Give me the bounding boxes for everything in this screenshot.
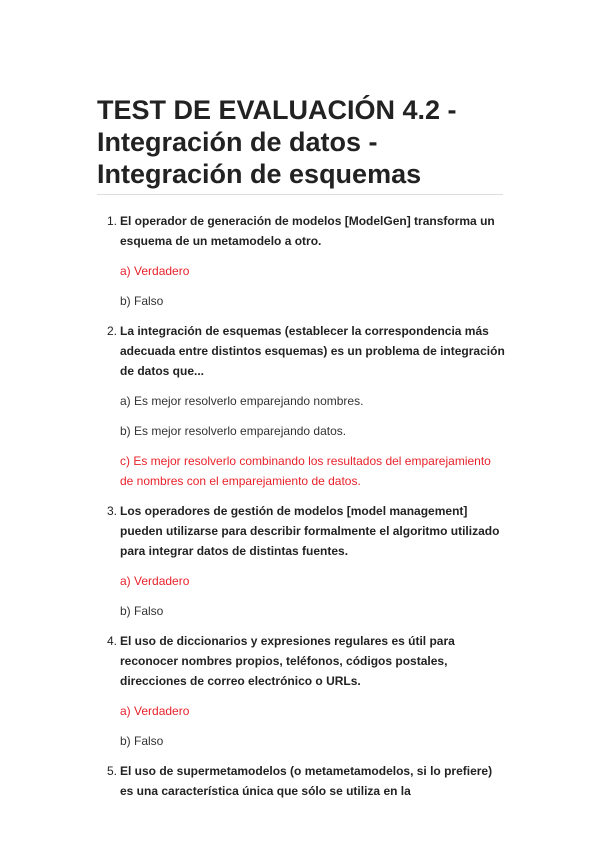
answer-option: b) Falso bbox=[120, 734, 164, 748]
answer-option: b) Falso bbox=[120, 604, 164, 618]
question-item bbox=[97, 761, 507, 801]
answer-option: b) Falso bbox=[120, 294, 164, 308]
question-number: 5. bbox=[106, 764, 117, 778]
title-divider bbox=[97, 194, 503, 195]
question-number: 3. bbox=[106, 504, 117, 518]
question-item bbox=[97, 321, 507, 491]
question-text: La integración de esquemas (establecer la correspondencia más adecuada entre distintos esquemas) es un problema de integración de datos que... bbox=[120, 324, 505, 378]
question-item bbox=[97, 211, 507, 311]
question-text: Los operadores de gestión de modelos [model management] pueden utilizarse para describir formalmente el algoritmo utilizado para integrar datos de distintas fuentes. bbox=[120, 504, 500, 558]
question-number: 2. bbox=[106, 324, 117, 338]
question-list bbox=[97, 211, 507, 811]
answer-option: a) Verdadero bbox=[120, 574, 190, 588]
answer-option: b) Es mejor resolverlo emparejando datos. bbox=[120, 424, 347, 438]
question-text: El uso de diccionarios y expresiones regulares es útil para reconocer nombres propios, teléfonos, códigos postales, direcciones de correo electrónico o URLs. bbox=[120, 634, 455, 688]
question-item bbox=[97, 501, 507, 621]
question-text: El operador de generación de modelos [ModelGen] transforma un esquema de un metamodelo a otro. bbox=[120, 214, 495, 248]
page-title: TEST DE EVALUACIÓN 4.2 - Integración de datos - Integración de esquemas bbox=[97, 95, 457, 189]
answer-option: c) Es mejor resolverlo combinando los resultados del emparejamiento de nombres con el emparejamiento de datos. bbox=[120, 454, 491, 488]
answer-option: a) Verdadero bbox=[120, 704, 190, 718]
question-text: El uso de supermetamodelos (o metametamodelos, si lo prefiere) es una característica única que sólo se utiliza en la bbox=[120, 764, 493, 798]
answer-option: a) Verdadero bbox=[120, 264, 190, 278]
question-number: 4. bbox=[106, 634, 117, 648]
question-item bbox=[97, 631, 507, 751]
answer-option: a) Es mejor resolverlo emparejando nombres. bbox=[120, 394, 364, 408]
question-number: 1. bbox=[106, 214, 117, 228]
